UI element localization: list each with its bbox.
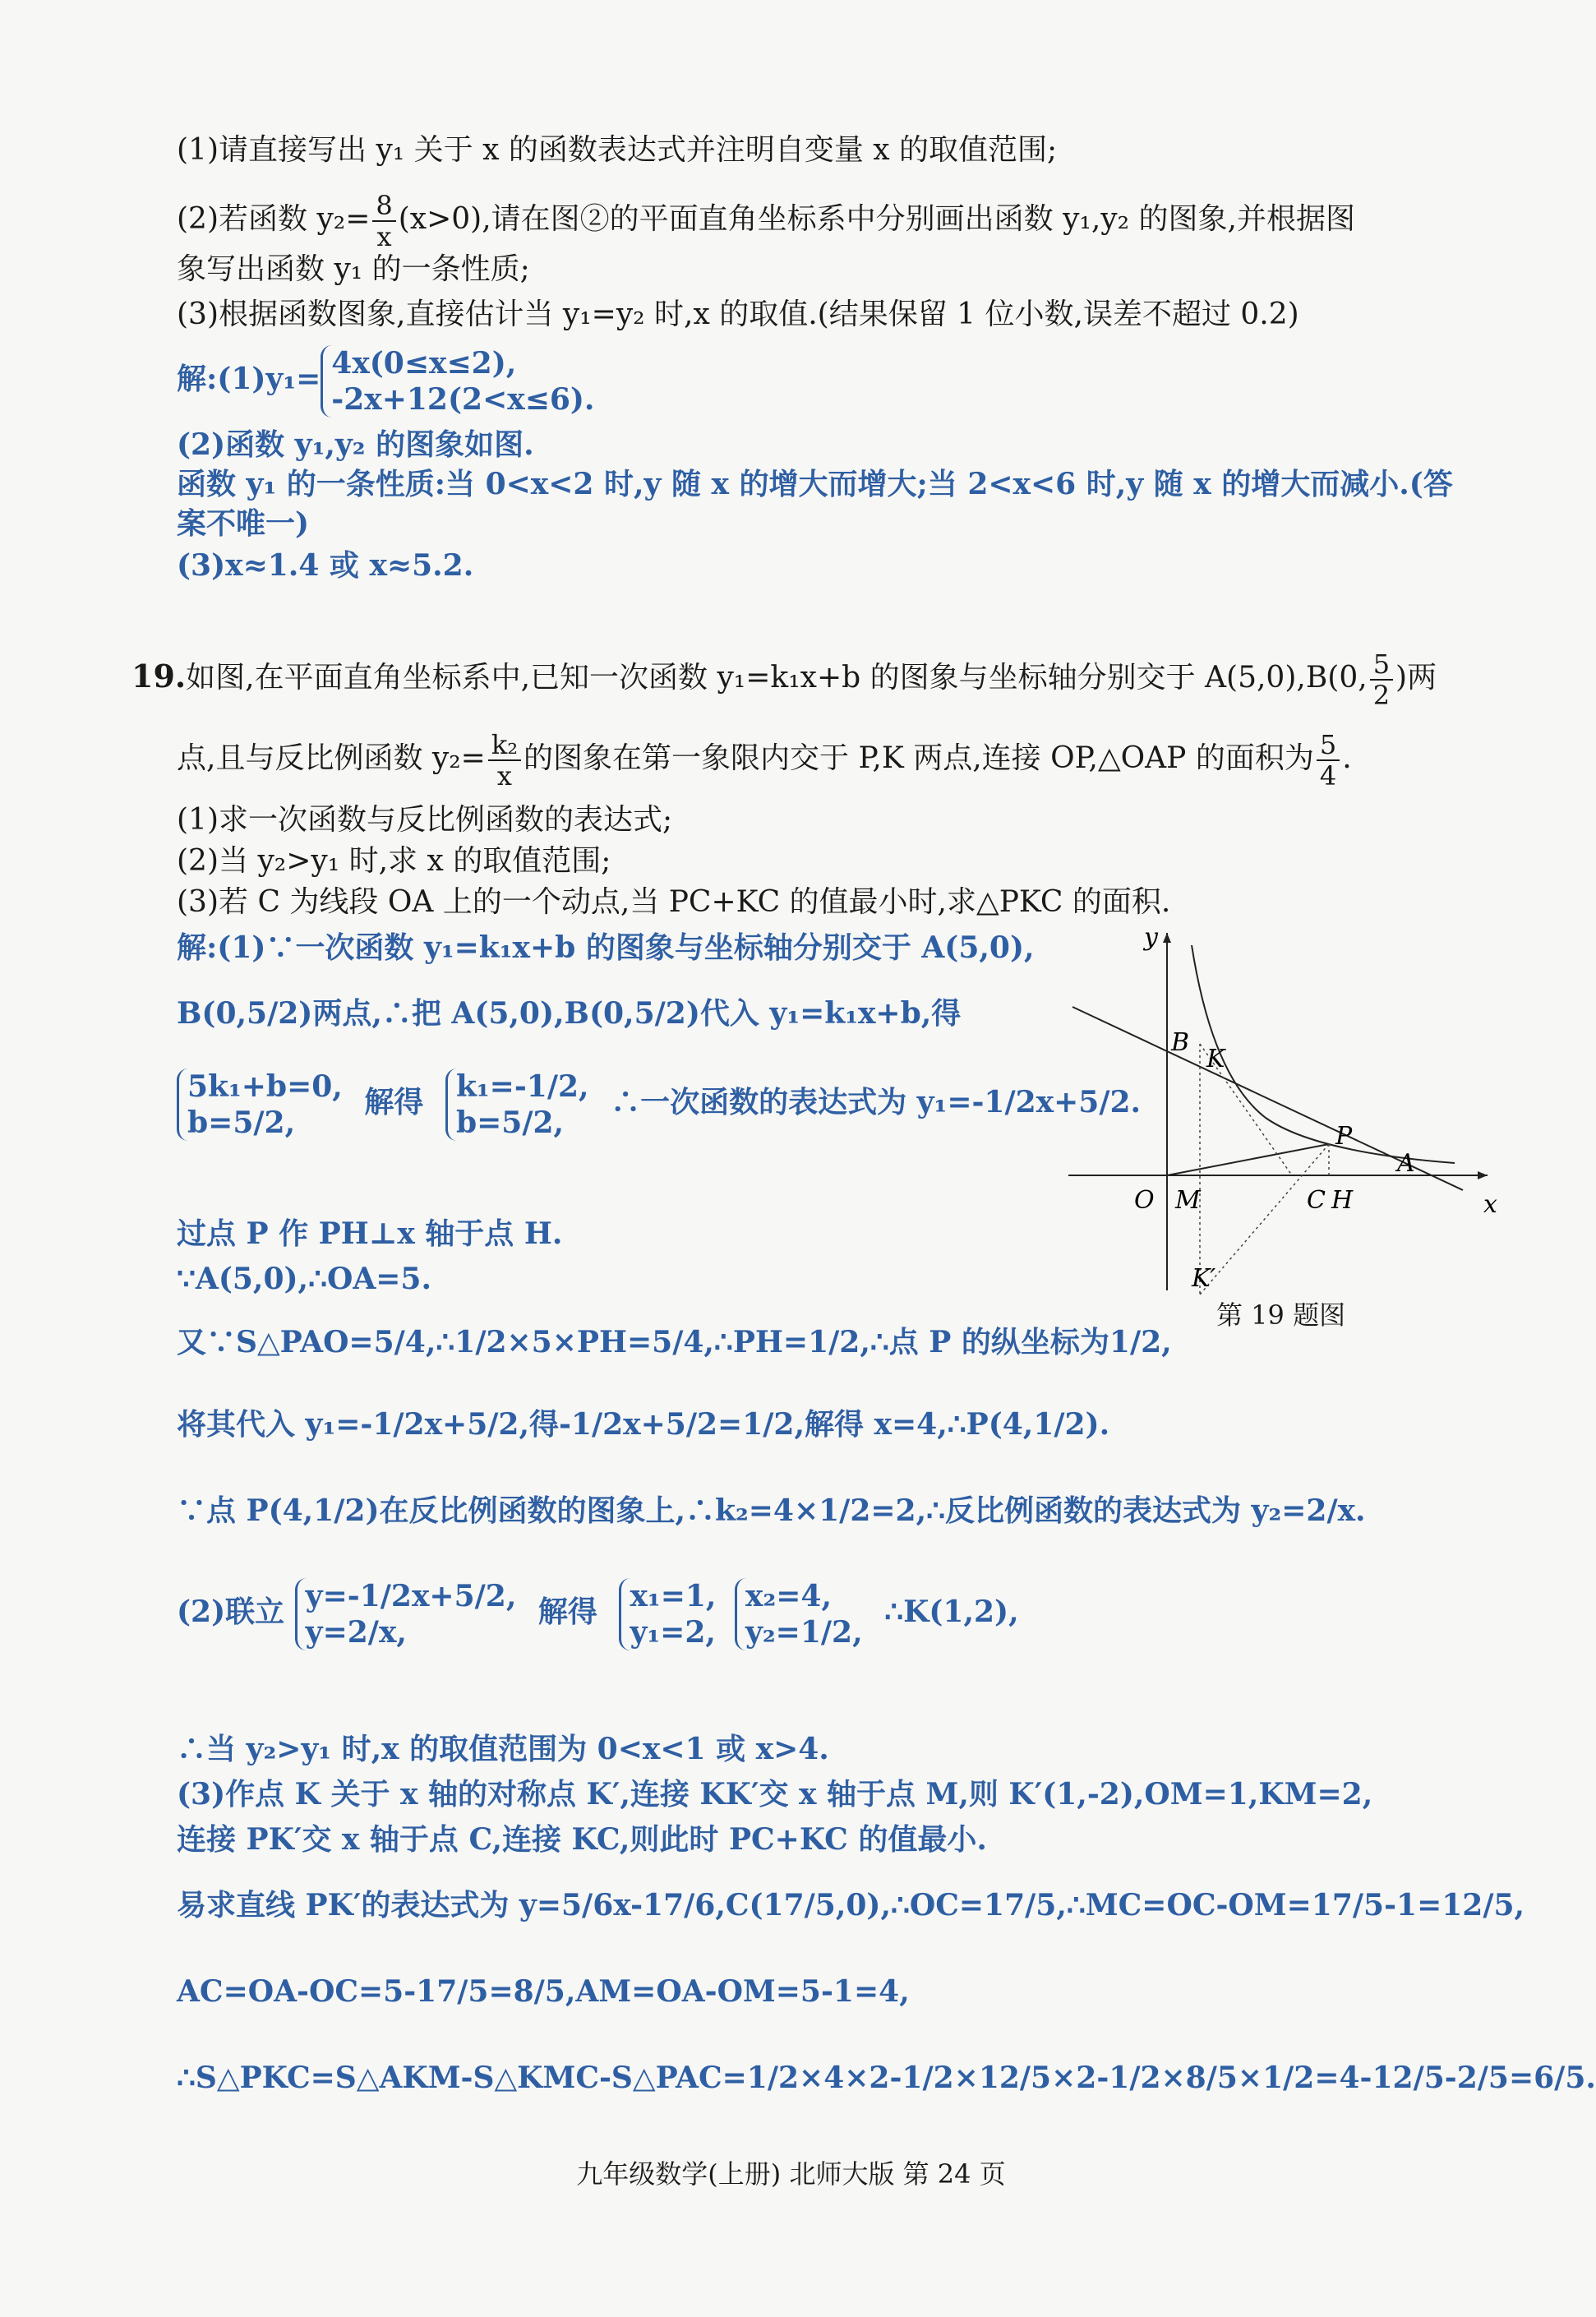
solution-line12: 连接 PK′交 x 轴于点 C,连接 KC,则此时 PC+KC 的值最小. [177, 1822, 987, 1857]
system-brace-2 [445, 1068, 589, 1141]
solve-word: 解得 [364, 1085, 424, 1119]
solution-line15: ∴S△PKC=S△AKM-S△KMC-S△PAC=1/2×4×2-1/2×12/5×2-1/2×8/5×1/2=4-12/5-2/5=6/5. [177, 2061, 1596, 2095]
answer-2: (2)函数 y₁,y₂ 的图象如图. [177, 427, 534, 462]
q19-sub2: (2)当 y₂>y₁ 时,求 x 的取值范围; [177, 844, 611, 878]
solution-line10: ∴当 y₂>y₁ 时,x 的取值范围为 0<x<1 或 x>4. [177, 1732, 829, 1766]
fraction [1317, 730, 1340, 791]
sol-y2: y₂=1/2, [745, 1615, 863, 1650]
solution-system [177, 1068, 1141, 1141]
system-brace-1 [177, 1068, 343, 1141]
q19-sub1: (1)求一次函数与反比例函数的表达式; [177, 803, 673, 837]
numerator: 8 [372, 191, 395, 222]
eq-1: 5k₁+b=0, [187, 1069, 343, 1104]
sol-2: b=5/2, [455, 1105, 565, 1140]
label-k: K [1206, 1045, 1225, 1073]
label-c: C [1307, 1186, 1326, 1215]
segment-pk-prime [1200, 1144, 1329, 1295]
question-3: (3)根据函数图象,直接估计当 y₁=y₂ 时,x 的取值.(结果保留 1 位小数,误差不超过 0.2) [177, 298, 1299, 331]
label-m: M [1175, 1186, 1201, 1215]
q19-stem-line2 [177, 730, 1352, 791]
denominator: x [496, 760, 512, 792]
solution-line11: (3)作点 K 关于 x 轴的对称点 K′,连接 KK′交 x 轴于点 M,则 K′(1,-2),OM=1,KM=2, [177, 1777, 1373, 1812]
system-brace-4 [619, 1578, 716, 1650]
fraction [488, 730, 521, 791]
sol-x1: x₁=1, [630, 1579, 717, 1613]
numerator: 5 [1370, 649, 1393, 681]
answer-2b: 函数 y₁ 的一条性质:当 0<x<2 时,y 随 x 的增大而增大;当 2<x<6 时,y 随 x 的增大而减小.(答 [177, 467, 1453, 501]
sol-y1: y₁=2, [630, 1615, 716, 1650]
q2-text-a: (2)若函数 y₂= [177, 202, 371, 236]
solve-word-2: 解得 [537, 1595, 597, 1629]
solution-system-2 [177, 1578, 1019, 1650]
figure-caption: 第 19 题图 [1216, 1299, 1346, 1331]
system-brace-3 [295, 1578, 517, 1650]
solution-line2: B(0,5/2)两点,∴把 A(5,0),B(0,5/2)代入 y₁=k₁x+b,得 [177, 996, 962, 1031]
question-2 [177, 191, 1355, 252]
segment-op [1167, 1144, 1329, 1175]
case-1: 4x(0≤x≤2), [331, 346, 517, 381]
stem-a: 如图,在平面直角坐标系中,已知一次函数 y₁=k₁x+b 的图象与坐标轴分别交于 A(5,0),B [186, 661, 1328, 695]
label-h: H [1331, 1186, 1354, 1215]
answer-2c: 案不唯一) [177, 506, 310, 541]
q19-sub3: (3)若 C 为线段 OA 上的一个动点,当 PC+KC 的值最小时,求△PKC 的面积. [177, 885, 1171, 919]
stem-c-end: . [1342, 741, 1352, 775]
answer-1-lead: 解:(1)y₁= [177, 362, 321, 396]
page-footer: 九年级数学(上册) 北师大版 第 24 页 [576, 2158, 1006, 2190]
solution-line5: ∵A(5,0),∴OA=5. [177, 1262, 432, 1296]
y-arrow-icon [1163, 933, 1171, 943]
hyperbola-graph [1192, 945, 1455, 1163]
label-p: P [1335, 1122, 1353, 1151]
sol-1: k₁=-1/2, [455, 1069, 589, 1104]
label-b: B [1171, 1028, 1190, 1057]
question-1: (1)请直接写出 y₁ 关于 x 的函数表达式并注明自变量 x 的取值范围; [177, 133, 1058, 167]
label-o: O [1134, 1186, 1155, 1215]
solution-line14: AC=OA-OC=5-17/5=8/5,AM=OA-OM=5-1=4, [177, 1974, 910, 2009]
stem-c: 点,且与反比例函数 y₂= [177, 741, 486, 775]
eq-2: b=5/2, [187, 1105, 296, 1140]
label-k-prime: K′ [1192, 1264, 1216, 1293]
label-a: A [1397, 1149, 1415, 1178]
question-2-cont: 象写出函数 y₁ 的一条性质; [177, 252, 530, 286]
label-y: y [1144, 923, 1158, 952]
solution-line8: ∵点 P(4,1/2)在反比例函数的图象上,∴k₂=4×1/2=2,∴反比例函数的表达式为 y₂=2/x. [177, 1493, 1366, 1528]
numerator: k₂ [488, 730, 521, 761]
denominator: x [376, 221, 392, 252]
answer-1 [177, 345, 594, 418]
case-2: -2x+12(2<x≤6). [331, 382, 595, 417]
sol-x2: x₂=4, [745, 1579, 832, 1613]
fraction [372, 191, 395, 252]
q2-text-b: (x>0),请在图②的平面直角坐标系中分别画出函数 y₁,y₂ 的图象,并根据图 [398, 202, 1355, 236]
eq-b: y=2/x, [305, 1615, 407, 1650]
piecewise-brace [321, 345, 594, 418]
point-k: ∴K(1,2), [884, 1595, 1019, 1629]
numerator: 5 [1317, 730, 1340, 761]
denominator: 2 [1372, 680, 1391, 711]
fraction [1370, 649, 1393, 710]
eq-a: y=-1/2x+5/2, [305, 1579, 517, 1613]
answer-3: (3)x≈1.4 或 x≈5.2. [177, 548, 474, 583]
solution-line13: 易求直线 PK′的表达式为 y=5/6x-17/6,C(17/5,0),∴OC=17/5,∴MC=OC-OM=17/5-1=12/5, [177, 1888, 1525, 1922]
stem-b-point: (0, [1327, 661, 1368, 695]
linear-expression: ∴一次函数的表达式为 y₁=-1/2x+5/2. [611, 1085, 1142, 1119]
question-number: 19. [131, 658, 187, 695]
solution-line4: 过点 P 作 PH⊥x 轴于点 H. [177, 1216, 563, 1251]
stem-b-end: )两 [1395, 661, 1437, 695]
label-x: x [1483, 1190, 1497, 1219]
denominator: 4 [1319, 760, 1337, 792]
solution-line7: 将其代入 y₁=-1/2x+5/2,得-1/2x+5/2=1/2,解得 x=4,∴P(4,1/2). [177, 1407, 1110, 1442]
solution-line1: 解:(1)∵一次函数 y₁=k₁x+b 的图象与坐标轴分别交于 A(5,0), [177, 930, 1035, 965]
stem-c2: 的图象在第一象限内交于 P,K 两点,连接 OP,△OAP 的面积为 [524, 741, 1314, 775]
x-arrow-icon [1478, 1171, 1488, 1179]
q19-stem-line1 [131, 649, 1437, 710]
solution-line6: 又∵S△PAO=5/4,∴1/2×5×PH=5/4,∴PH=1/2,∴点 P 的纵坐标为1/2, [177, 1325, 1172, 1359]
system-brace-5 [735, 1578, 863, 1650]
lianli: (2)联立 [177, 1595, 285, 1629]
figure-19 [1068, 923, 1497, 1293]
